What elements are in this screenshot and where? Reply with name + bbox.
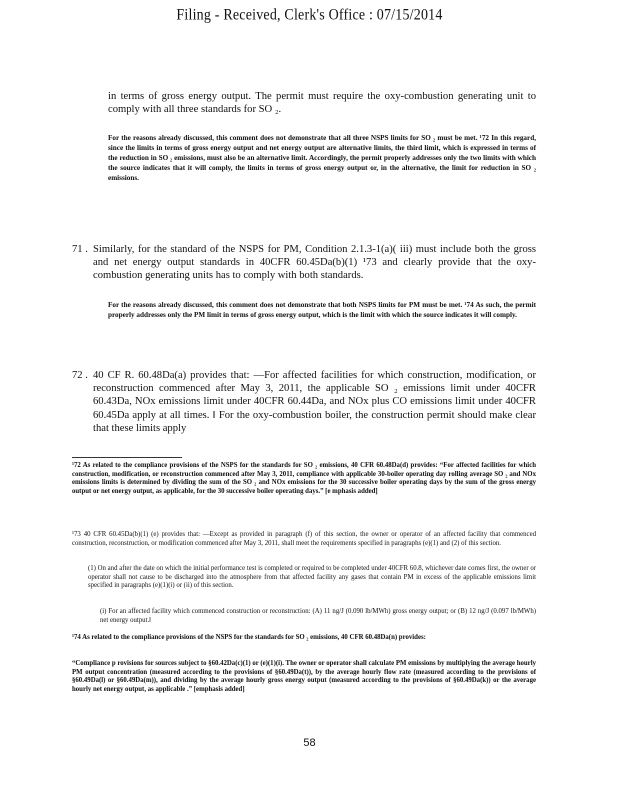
footnote-divider	[72, 457, 182, 458]
continued-paragraph: in terms of gross energy output. The permit must require the oxy-combustion generating unit to comply with all three standards for SO ₂.	[108, 91, 536, 116]
page-number: 58	[303, 737, 316, 749]
paragraph-72: 40 CF R. 60.48Da(a) provides that: —For affected facilities for which construction, modification, or reconstruction commenced after May 3, 2011, the applicable SO ₂ emissions limit under 40CFR 60.43Da, NOx emissions limit under 40CFR 60.44Da, and NOx plus CO emissions limit under 40CFR 60.45Da apply at all times. ‖ For the oxy-combustion boiler, the construction permit should make clear that these limits apply	[93, 370, 536, 434]
footnote-73-item-1-i: (i) For an affected facility which commenced construction or reconstruction: (A) 11 ng/J (0.090 lb/MWh) gross energy output; or (B) 12 ng/J (0.097 lb/MWh) net energy output.‖	[100, 608, 536, 624]
filing-stamp-header: Filing - Received, Clerk's Office : 07/15/2014	[176, 6, 443, 25]
paragraph-number-71: 71 .	[72, 244, 88, 255]
paragraph-71: Similarly, for the standard of the NSPS for PM, Condition 2.1.3-1(a)( iii) must include both the gross and net energy output standards in 40CFR 60.45Da(b)(1) ¹73 and clearly provide that the oxy-combustion generating units has to comply with both standards.	[93, 244, 536, 282]
footnote-73-item-1: (1) On and after the date on which the initial performance test is completed or required to be completed under 40CFR 60.8, whichever date comes first, the owner or operator shall not cause to be discharged into the atmosphere from that affected facility any gases that contain PM in excess of the applicable emissions limit specified in paragraphs (e)(1)(i) or (ii) of this section.	[88, 565, 536, 590]
footnote-72: ¹72 As related to the compliance provisions of the NSPS for the standards for SO ₂ emissions, 40 CFR 60.48Da(d) provides: “For affected facilities for which construction, modification, or reconstruction commenced after May 3, 2011, compliance with applicable 30-boiler operating day rolling average SO ₂ and NOx emissions limits is determined by dividing the sum of the SO ₂ and NOx emissions for the 30 successive boiler operating days by the sum of the gross energy output or net energy output, as applicable, for the 30 successive boiler operating days.” [e mphasis added]	[72, 462, 536, 495]
block-quote-response-1: For the reasons already discussed, this comment does not demonstrate that all three NSPS limits for SO ₂ must be met. ¹72 In this regard, since the limits in terms of gross energy output and net energy output are alternative limits, the third limit, which is expressed in terms of the reduction in SO ₂ emissions, must also be an alternative limit. Accordingly, the permit properly addresses only the two limits with which the source indicates that it will comply, the limits in terms of gross energy output or, in the alternative, the limit for reduction in SO ₂ emissions.	[108, 134, 536, 182]
footnote-74-body: “Compliance p rovisions for sources subject to §60.42Da(c)(1) or (e)(1)(i). The owner or operator shall calculate PM emissions by multiplying the average hourly PM output concentration (measured according to the provisions of §60.49Da(t)), by the average hourly flow rate (measured according to the provisions of §60.49Da(l) or §60.49Da(m)), and dividing by the average hourly gross energy output (measured according to the provisions of §60.49Da(k)) or the average hourly net energy output, as applicable .” [emphasis added]	[72, 660, 536, 693]
block-quote-response-2: For the reasons already discussed, this comment does not demonstrate that both NSPS limits for PM must be met. ¹74 As such, the permit properly addresses only the PM limit in terms of gross energy output, which is the limit with which the source indicates it will comply.	[108, 301, 536, 319]
footnote-74-heading: ¹74 As related to the compliance provisions of the NSPS for the standards for SO ₂ emissions, 40 CFR 60.48Da(n) provides:	[72, 634, 426, 641]
paragraph-number-72: 72 .	[72, 370, 88, 381]
footnote-73-intro: ¹73 40 CFR 60.45Da(b)(1) (e) provides that: —Except as provided in paragraph (f) of this section, the owner or operator of an affected facility that commenced construction, reconstruction, or modification commenced after May 3, 2011, shall meet the requirements specified in paragraphs (e)(1) and (2) of this section.	[72, 531, 536, 547]
